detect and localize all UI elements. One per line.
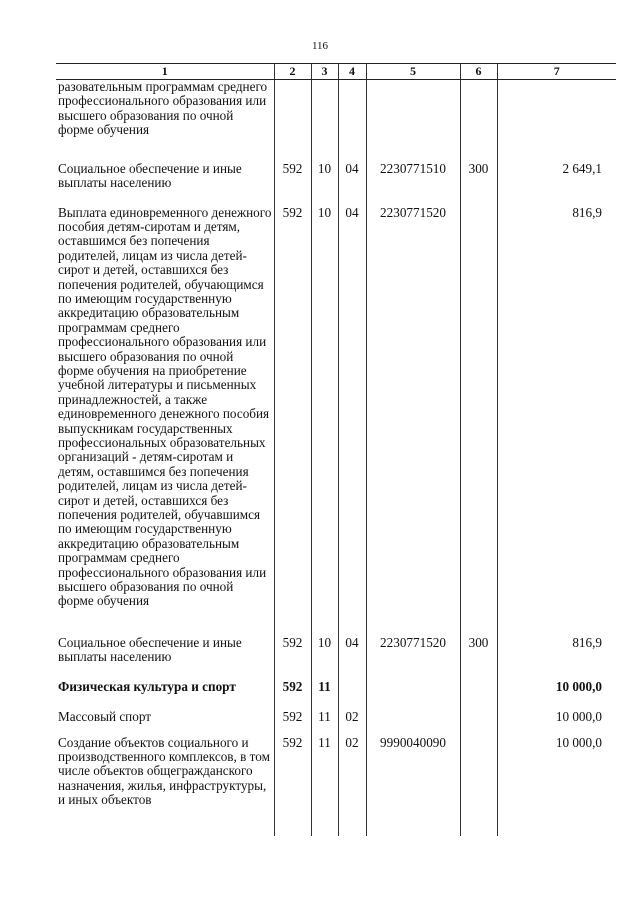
table-row (56, 162, 616, 206)
row-ministry-code: 592 (274, 710, 311, 736)
table-row (56, 736, 616, 836)
row-expense-type: 300 (460, 636, 497, 680)
row-subsection-code: 04 (338, 162, 366, 206)
row-target-code: 2230771510 (366, 162, 460, 206)
table-row (56, 80, 616, 162)
row-amount: 816,9 (497, 636, 616, 680)
row-name-cell: разовательным программам среднего профессионального образования или высшего образования по очной форме обучения (58, 79, 268, 138)
row-amount: 10 000,0 (497, 710, 616, 736)
row-amount (497, 80, 616, 162)
header-col-2: 2 (274, 64, 311, 80)
row-target-code (366, 680, 460, 710)
row-target-code (366, 710, 460, 736)
table-row (56, 710, 616, 736)
row-section-code: 10 (311, 162, 338, 206)
row-expense-type (460, 680, 497, 710)
row-amount: 10 000,0 (497, 736, 616, 836)
row-subsection-code: 04 (338, 206, 366, 636)
row-ministry-code: 592 (274, 680, 311, 710)
row-expense-type (460, 206, 497, 636)
row-name-cell: Социальное обеспечение и иные выплаты населению (58, 160, 242, 190)
row-subsection-code: 02 (338, 736, 366, 836)
row-section-code: 10 (311, 206, 338, 636)
row-ministry-code: 592 (274, 736, 311, 836)
row-amount: 816,9 (497, 206, 616, 636)
row-name-cell: Выплата единовременного денежного пособия детям-сиротам и детям, оставшимся без попечения родителей, лицам из числа детей-сирот и детей, оставшихся без попечения родителей, обучающимся по имеющим государственную аккредитацию образовательным программам среднего профессионального образования или высшего образования по очной форме обучения на приобретение учебной литературы и письменных принадлежностей, а также единовременного денежного пособия выпускникам государственных профессиональных образовательных организаций - детям-сиротам и детям, оставшимся без попечения родителей, лицам из числа детей-сирот и детей, оставшихся без попечения родителей, обучавшимся по имеющим государственную аккредитацию образовательным программам среднего профессионального образования или высшего образования по очной форме обучения (58, 204, 272, 609)
row-target-code: 2230771520 (366, 206, 460, 636)
table-row (56, 636, 616, 680)
row-amount: 10 000,0 (497, 680, 616, 710)
header-col-6: 6 (460, 64, 497, 80)
table-row (56, 206, 616, 636)
row-ministry-code: 592 (274, 162, 311, 206)
row-target-code: 2230771520 (366, 636, 460, 680)
row-expense-type (460, 736, 497, 836)
row-expense-type: 300 (460, 162, 497, 206)
page-number: 116 (311, 40, 329, 52)
row-subsection-code: 04 (338, 636, 366, 680)
header-row (56, 64, 616, 80)
row-subsection-code (338, 680, 366, 710)
header-col-3: 3 (311, 64, 338, 80)
header-col-4: 4 (338, 64, 366, 80)
row-amount: 2 649,1 (497, 162, 616, 206)
row-name-cell: Массовый спорт (58, 708, 152, 724)
header-col-1: 1 (56, 64, 274, 80)
row-section-code: 11 (311, 680, 338, 710)
row-section-code: 10 (311, 636, 338, 680)
row-name-cell: Создание объектов социального и производственного комплексов, в том числе объектов общегражданского назначения, жилья, инфраструктуры, и иных объектов (58, 734, 270, 808)
row-subsection-code (338, 80, 366, 162)
budget-table (56, 63, 616, 836)
row-target-code (366, 80, 460, 162)
header-col-5: 5 (366, 64, 460, 80)
table-row (56, 680, 616, 710)
row-section-code (311, 80, 338, 162)
table-body (56, 80, 616, 836)
row-subsection-code: 02 (338, 710, 366, 736)
row-expense-type (460, 710, 497, 736)
row-section-code: 11 (311, 710, 338, 736)
row-ministry-code: 592 (274, 636, 311, 680)
row-ministry-code (274, 80, 311, 162)
row-section-code: 11 (311, 736, 338, 836)
row-expense-type (460, 80, 497, 162)
row-ministry-code: 592 (274, 206, 311, 636)
row-name-cell: Социальное обеспечение и иные выплаты населению (58, 634, 242, 664)
row-target-code: 9990040090 (366, 736, 460, 836)
row-name-cell: Физическая культура и спорт (58, 678, 236, 694)
header-col-7: 7 (497, 64, 616, 80)
